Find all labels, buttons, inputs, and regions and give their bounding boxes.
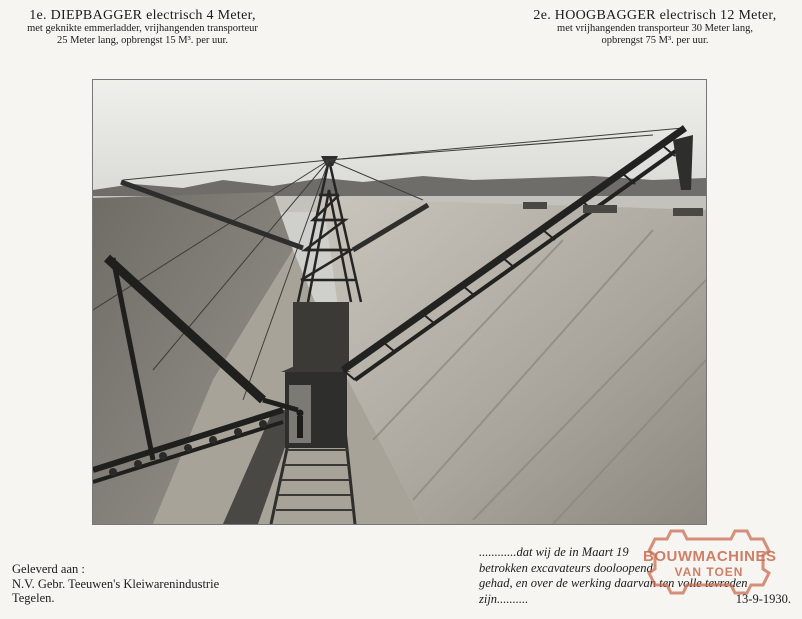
quote-line1: ............dat wij de in Maart 19 xyxy=(479,545,629,559)
caption-right-line2: met vrijhangenden transporteur 30 Meter lang, xyxy=(557,22,753,34)
delivered-label: Geleverd aan : xyxy=(12,562,85,576)
watermark-line2: VAN TOEN xyxy=(674,565,744,579)
customer-city: Tegelen. xyxy=(12,591,55,605)
watermark-line1: BOUWMACHINES xyxy=(643,548,777,565)
caption-right-line3: opbrengst 75 M³. per uur. xyxy=(601,35,709,46)
delivered-to-block xyxy=(12,562,219,606)
quote-date: 13-9-1930. xyxy=(735,591,791,606)
caption-left xyxy=(10,10,275,48)
caption-left-line2: met geknikte emmerladder, vrijhangenden transporteur xyxy=(27,22,258,34)
caption-left-line3: 25 Meter lang, opbrengst 15 M³. per uur. xyxy=(56,35,229,46)
quote-line4-text: zijn.......... xyxy=(479,591,529,606)
quote-line2: betrokken excavateurs dooloopend xyxy=(479,560,653,575)
caption-right xyxy=(520,10,790,48)
caption-right-title: 2e. HOOGBAGGER electrisch 12 Meter, xyxy=(533,8,777,23)
quote-line3: gehad, en over de werking daarvan ten volle tevreden xyxy=(479,576,748,590)
customer-name: N.V. Gebr. Teeuwen's Kleiwarenindustrie xyxy=(12,576,220,591)
caption-left-title: 1e. DIEPBAGGER electrisch 4 Meter, xyxy=(29,8,256,23)
bouwmachines-watermark-logo xyxy=(643,525,775,599)
dredging-machines-photo xyxy=(92,79,707,525)
